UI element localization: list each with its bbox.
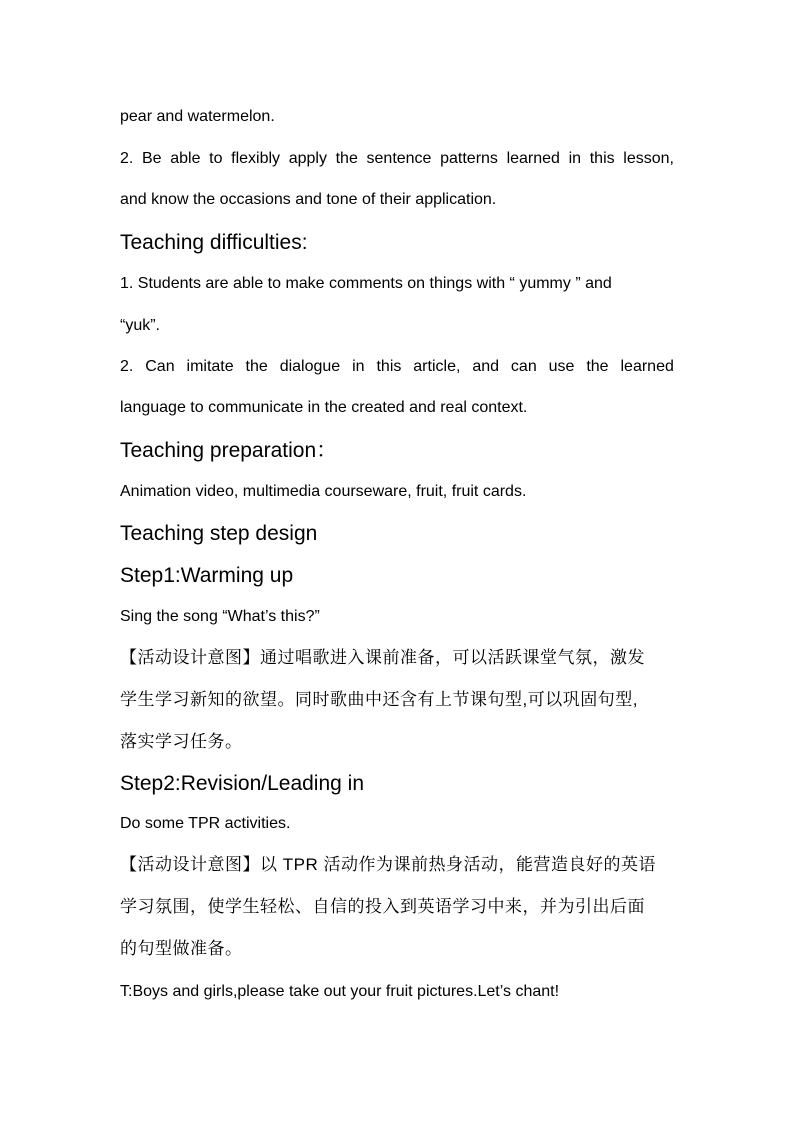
- word: sentence: [366, 150, 432, 167]
- text-line: Do some TPR activities.: [120, 815, 291, 832]
- word: this: [376, 358, 402, 375]
- word: apply: [288, 150, 327, 167]
- word: and: [472, 358, 500, 375]
- text-line: 学生学习新知的欲望。同时歌曲中还含有上节课句型,可以巩固句型,: [120, 690, 638, 709]
- text-line: 1. Students are able to make comments on things with “ yummy ” and: [120, 275, 612, 292]
- word: the: [335, 150, 358, 167]
- word: article,: [413, 358, 461, 375]
- word: in: [352, 358, 365, 375]
- word: Can: [145, 358, 175, 375]
- text-line: 【活动设计意图】通过唱歌进入课前准备，可以活跃课堂气氛，激发: [120, 648, 645, 667]
- text-line: [120, 149, 674, 169]
- text-line: pear and watermelon.: [120, 108, 275, 125]
- word: lesson,: [623, 150, 674, 167]
- text-line: 落实学习任务。: [120, 732, 243, 751]
- word: learned: [506, 150, 560, 167]
- section-heading: Step2:Revision/Leading in: [120, 772, 365, 795]
- section-heading: Teaching difficulties:: [120, 231, 308, 254]
- text-line: 【活动设计意图】以 TPR 活动作为课前热身活动，能营造良好的英语: [120, 855, 656, 874]
- section-heading: Step1:Warming up: [120, 564, 294, 587]
- text-line: 学习氛围，使学生轻松、自信的投入到英语学习中来，并为引出后面: [120, 897, 645, 916]
- word: can: [510, 358, 537, 375]
- text-line: T:Boys and girls,please take out your fruit pictures.Let’s chant!: [120, 983, 560, 1000]
- text-line: 的句型做准备。: [120, 939, 243, 958]
- word: the: [586, 358, 609, 375]
- text-line: [120, 357, 674, 377]
- text-line: Animation video, multimedia courseware, fruit, fruit cards.: [120, 483, 527, 500]
- word: to: [209, 150, 223, 167]
- word: 2.: [120, 358, 134, 375]
- word: learned: [620, 358, 674, 375]
- text-line: and know the occasions and tone of their application.: [120, 191, 497, 208]
- section-heading: Teaching step design: [120, 522, 318, 545]
- word: dialogue: [279, 358, 341, 375]
- word: use: [548, 358, 575, 375]
- word: Be: [142, 150, 162, 167]
- word: the: [245, 358, 268, 375]
- word: this: [589, 150, 615, 167]
- text-line: Sing the song “What’s this?”: [120, 608, 320, 625]
- word: imitate: [186, 358, 234, 375]
- text-line: “yuk”.: [120, 317, 160, 334]
- word: able: [170, 150, 201, 167]
- word: in: [568, 150, 582, 167]
- section-heading: Teaching preparation：: [120, 439, 338, 462]
- word: flexibly: [231, 150, 281, 167]
- text-line: language to communicate in the created and real context.: [120, 399, 528, 416]
- word: patterns: [440, 150, 498, 167]
- word: 2.: [120, 150, 134, 167]
